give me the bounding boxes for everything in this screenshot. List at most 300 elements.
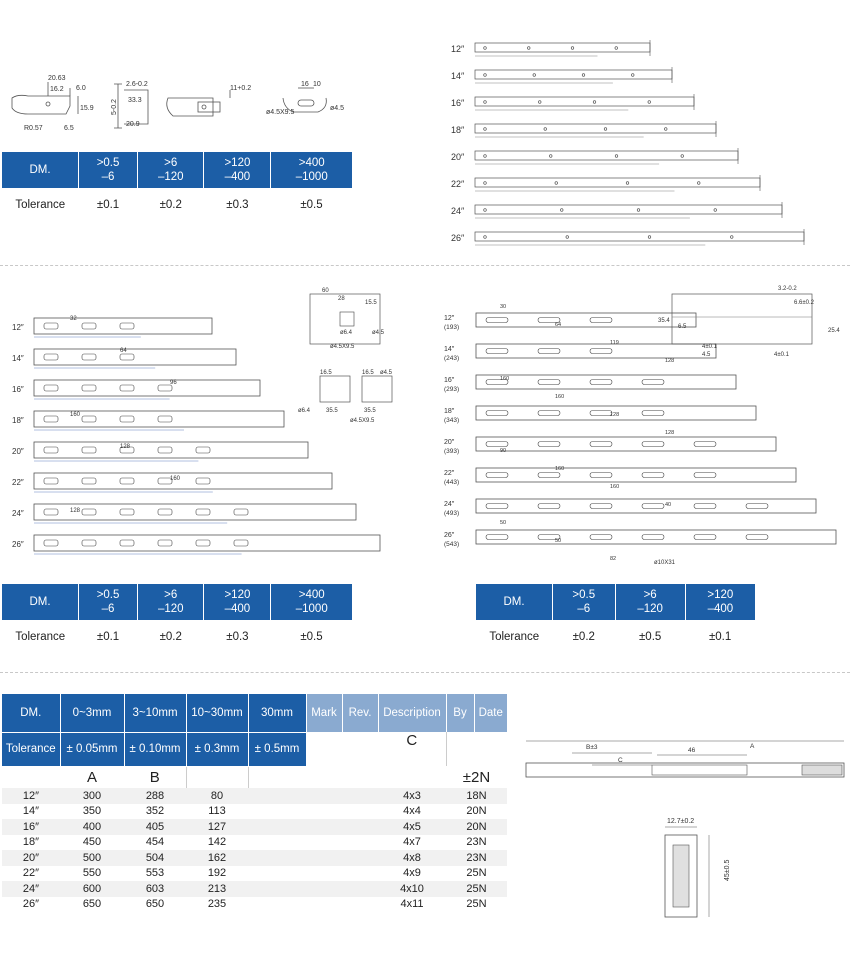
dm-header: DM.	[2, 584, 79, 620]
drawing-label: 26″	[12, 540, 24, 549]
drawing-label: 14″	[451, 71, 465, 81]
tolerance-value: ±0.1	[96, 199, 120, 211]
drawing-label: C	[618, 757, 623, 764]
column-c-header: C	[406, 732, 418, 749]
rail-slot	[590, 535, 612, 540]
drawing-label: 32	[70, 316, 77, 322]
drawing-label: 160	[555, 394, 565, 400]
blank-cell	[342, 766, 378, 788]
c-cell: 4x10	[378, 881, 446, 897]
blank-cell	[342, 788, 378, 804]
drawing-label: 128	[665, 430, 675, 436]
mount-hole	[566, 236, 569, 239]
rail-slot	[590, 473, 612, 478]
load-cell: 25N	[446, 897, 507, 913]
bracket-detail	[320, 376, 350, 402]
rail-slot	[538, 349, 560, 354]
c-length-cell: 80	[186, 788, 248, 804]
range-header: >6 –120	[615, 584, 685, 620]
tolerance-label: Tolerance	[2, 732, 60, 766]
rail-slot	[642, 473, 664, 478]
rail-profile-detail	[672, 294, 812, 344]
rail-body	[475, 205, 782, 214]
blank-cell	[342, 804, 378, 820]
blank-cell	[306, 850, 342, 866]
drawing-label: 128	[610, 412, 620, 418]
size-label: 16″	[444, 377, 455, 384]
blank-cell	[342, 732, 378, 766]
dim-6-5: 6.5	[64, 125, 74, 132]
range-header: 3~10mm	[124, 694, 186, 732]
slide-inner	[652, 765, 747, 775]
column-a-header: A	[86, 768, 97, 786]
mount-hole	[637, 209, 640, 212]
range-header: 30mm	[248, 694, 306, 732]
size-cell: 14″	[2, 804, 60, 820]
drawing-label: 4±0.1	[774, 352, 789, 358]
load-cell: 23N	[446, 850, 507, 866]
drawing-label: 24″	[12, 509, 24, 518]
tolerance-value: ± 0.5mm	[248, 732, 306, 766]
rail-body	[476, 468, 796, 482]
size-label: 18″	[444, 408, 455, 415]
drawing-label: 160	[170, 476, 181, 482]
dm-header: DM.	[2, 694, 60, 732]
mount-hole	[484, 236, 487, 239]
rail-slot	[590, 318, 612, 323]
range-header: 0~3mm	[60, 694, 124, 732]
rail-slot	[642, 411, 664, 416]
rail-slot	[694, 442, 716, 447]
c-cell: 4x3	[378, 788, 446, 804]
table-row	[2, 804, 507, 820]
blank-cell	[306, 897, 342, 913]
mount-hole	[664, 128, 667, 131]
tolerance-table-1	[2, 152, 352, 222]
drawing-label: 96	[170, 380, 177, 386]
b-cell: 405	[124, 819, 186, 835]
mount-hole	[538, 101, 541, 104]
rail-slot	[158, 540, 172, 546]
rail-slot	[120, 323, 134, 329]
rail-body	[476, 530, 836, 544]
range-header: >400 –1000	[271, 584, 352, 620]
blank-cell	[342, 897, 378, 913]
rail-slot	[538, 504, 560, 509]
drawing-label: 26″	[451, 233, 465, 243]
tolerance-label: Tolerance	[15, 631, 66, 643]
size-label-mm: (193)	[444, 324, 460, 331]
mark-header: Mark	[306, 694, 342, 732]
drawing-label: 35.4	[658, 318, 670, 324]
by-header: By	[446, 694, 474, 732]
tolerance-value: ± 0.3mm	[186, 732, 248, 766]
dim-slot: ø4.5X9.5	[266, 109, 295, 116]
blank-cell	[248, 788, 306, 804]
rail-body	[34, 318, 212, 334]
blank-cell	[248, 766, 306, 788]
c-cell: 4x9	[378, 866, 446, 882]
rail-slot	[120, 385, 134, 391]
a-cell: 500	[60, 850, 124, 866]
c-length-cell: 127	[186, 819, 248, 835]
tolerance-value: ±0.3	[226, 631, 249, 643]
range-header: >120 –400	[204, 152, 271, 188]
b-cell: 504	[124, 850, 186, 866]
drawing-label: 25.4	[828, 328, 840, 334]
range-header: >120 –400	[685, 584, 755, 620]
c-length-cell: 192	[186, 866, 248, 882]
description-header: Description	[378, 694, 446, 732]
rail-slot	[82, 509, 96, 515]
rail-length-drawing-3	[440, 282, 840, 572]
drawing-label: 160	[70, 412, 81, 418]
end-profile-inner	[673, 845, 689, 907]
drawing-label: B±3	[586, 744, 598, 751]
rail-slot	[486, 442, 508, 447]
size-cell: 12″	[2, 788, 60, 804]
size-label: 12″	[444, 315, 455, 322]
size-label-mm: (343)	[444, 417, 460, 424]
rail-slot	[82, 416, 96, 422]
blank-cell	[306, 835, 342, 851]
dim-33-3: 33.3	[128, 97, 142, 104]
a-cell: 400	[60, 819, 124, 835]
table-row	[2, 866, 507, 882]
drawing-label: 22″	[451, 179, 465, 189]
mount-hole	[582, 74, 585, 77]
rail-slot	[196, 478, 210, 484]
dm-header: DM.	[2, 152, 79, 188]
mount-hole	[527, 47, 530, 50]
mount-hole	[544, 128, 547, 131]
blank-cell	[342, 850, 378, 866]
rail-slot	[120, 354, 134, 360]
rail-slot	[590, 380, 612, 385]
drawing-label: 16.5	[362, 370, 374, 376]
b-cell: 553	[124, 866, 186, 882]
rail-slot	[642, 442, 664, 447]
rail-slot	[486, 473, 508, 478]
b-cell: 288	[124, 788, 186, 804]
rail-body	[34, 349, 236, 365]
blank-cell	[306, 804, 342, 820]
tolerance-value: ±0.1	[708, 631, 732, 643]
rail-slot	[590, 442, 612, 447]
rail-slot	[82, 478, 96, 484]
rail-slot	[82, 385, 96, 391]
rail-slot	[44, 540, 58, 546]
drawing-label: 12″	[451, 44, 465, 54]
dm-header: DM.	[476, 584, 553, 620]
rail-slot	[642, 504, 664, 509]
table-row	[2, 835, 507, 851]
a-cell: 600	[60, 881, 124, 897]
drawing-label: 160	[555, 466, 565, 472]
rail-slot	[44, 323, 58, 329]
drawing-label: 30	[500, 304, 507, 310]
rail-slot	[486, 504, 508, 509]
drawing-label: 119	[610, 340, 619, 346]
blank-cell	[342, 819, 378, 835]
rail-slot	[590, 504, 612, 509]
rail-slot	[44, 385, 58, 391]
drawing-label: 12.7±0.2	[667, 818, 695, 825]
rev-header: Rev.	[342, 694, 378, 732]
drawing-label: 20″	[451, 152, 465, 162]
rail-body	[475, 70, 672, 79]
blank-cell	[2, 766, 60, 788]
rail-slot	[538, 380, 560, 385]
mount-hole	[593, 101, 596, 104]
mount-hole	[697, 182, 700, 185]
size-label: 14″	[444, 346, 455, 353]
rail-body	[475, 43, 650, 52]
a-cell: 650	[60, 897, 124, 913]
rail-body	[34, 380, 260, 396]
rail-body	[476, 375, 736, 389]
blank-cell	[342, 866, 378, 882]
mount-hole	[571, 47, 574, 50]
mount-hole	[484, 101, 487, 104]
table-row	[2, 897, 507, 913]
tolerance-value: ± 0.05mm	[60, 732, 124, 766]
rail-slot	[746, 535, 768, 540]
size-label: 24″	[444, 501, 455, 508]
c-length-cell: 162	[186, 850, 248, 866]
mount-hole	[484, 209, 487, 212]
rail-slot	[746, 504, 768, 509]
rail-slot	[82, 323, 96, 329]
rail-body	[476, 499, 816, 513]
size-label-mm: (393)	[444, 448, 460, 455]
blank-cell	[248, 835, 306, 851]
rail-body	[475, 124, 716, 133]
size-cell: 20″	[2, 850, 60, 866]
drawing-label: 128	[665, 358, 675, 364]
spec-table	[2, 694, 507, 912]
size-label-mm: (443)	[444, 479, 460, 486]
size-cell: 24″	[2, 881, 60, 897]
range-header: >120 –400	[204, 584, 271, 620]
rail-slot	[694, 535, 716, 540]
drawing-label: 60	[322, 288, 329, 294]
rail-slot	[158, 447, 172, 453]
drawing-label: 45±0.5	[724, 859, 731, 881]
mount-hole	[484, 47, 487, 50]
load-cell: 20N	[446, 804, 507, 820]
dim-2-6: 2.6-0.2	[126, 81, 148, 88]
size-label-mm: (543)	[444, 541, 460, 548]
tolerance-value: ±0.3	[226, 199, 249, 211]
size-label-mm: (493)	[444, 510, 460, 517]
drawing-label: 6.5	[678, 324, 687, 330]
rail-body	[475, 232, 804, 241]
mount-hole	[549, 155, 552, 158]
a-cell: 450	[60, 835, 124, 851]
c-length-cell: 113	[186, 804, 248, 820]
blank-cell	[306, 881, 342, 897]
dim-11-0-2: 11+0.2	[230, 85, 252, 92]
mount-hole	[615, 155, 618, 158]
rail-slot	[82, 354, 96, 360]
drawing-label: ø10X31	[654, 560, 676, 566]
table-row	[2, 881, 507, 897]
tolerance-value: ±0.2	[572, 631, 595, 643]
blank-cell	[248, 819, 306, 835]
a-cell: 300	[60, 788, 124, 804]
b-cell: 650	[124, 897, 186, 913]
drawing-label: 64	[120, 348, 127, 354]
blank-cell	[186, 766, 248, 788]
load-cell: 23N	[446, 835, 507, 851]
drawing-label: 50	[555, 538, 562, 544]
dim-20-63: 20.63	[48, 75, 66, 82]
c-cell: 4x4	[378, 804, 446, 820]
drawing-label: 128	[70, 508, 81, 514]
drawing-label: 3.2-0.2	[778, 286, 797, 292]
rail-slot	[196, 509, 210, 515]
drawing-label: 16″	[451, 98, 465, 108]
rail-slot	[590, 411, 612, 416]
b-cell: 352	[124, 804, 186, 820]
rail-slot	[538, 411, 560, 416]
drawing-label: 128	[120, 444, 131, 450]
section-divider	[0, 265, 850, 266]
tolerance-value: ±0.5	[300, 631, 323, 643]
load-cell: 18N	[446, 788, 507, 804]
blank-cell	[446, 732, 474, 766]
rail-body	[34, 442, 308, 458]
tolerance-label: Tolerance	[15, 199, 66, 211]
drawing-label: ø4.5X9.5	[330, 344, 355, 350]
blank-cell	[306, 766, 342, 788]
tolerance-label: Tolerance	[489, 631, 540, 643]
rail-body	[34, 535, 380, 551]
drawing-label: 28	[338, 296, 345, 302]
table-row	[2, 819, 507, 835]
b-cell: 454	[124, 835, 186, 851]
drawing-label: 15.5	[365, 300, 377, 306]
range-header: >0.5 –6	[553, 584, 616, 620]
load-header: ±2N	[462, 768, 491, 786]
blank-cell	[342, 835, 378, 851]
range-header: >0.5 –6	[79, 152, 138, 188]
rail-slot	[196, 540, 210, 546]
drawing-label: 16.5	[320, 370, 332, 376]
blank-cell	[306, 788, 342, 804]
size-label: 26″	[444, 532, 455, 539]
drawing-label: 35.5	[364, 408, 376, 414]
column-b-header: B	[149, 768, 160, 786]
drawing-label: ø6.4	[298, 408, 311, 414]
tolerance-value: ± 0.10mm	[124, 732, 186, 766]
blank-cell	[342, 881, 378, 897]
range-header: >6 –120	[138, 152, 204, 188]
c-length-cell: 142	[186, 835, 248, 851]
rail-slot	[158, 509, 172, 515]
rail-slot	[234, 540, 248, 546]
rail-slot	[538, 442, 560, 447]
date-header: Date	[474, 694, 507, 732]
size-cell: 16″	[2, 819, 60, 835]
drawing-label: 4.5	[702, 352, 711, 358]
rail-slot	[44, 478, 58, 484]
rail-slot	[82, 540, 96, 546]
drawing-label: 160	[610, 484, 620, 490]
blank-cell	[248, 881, 306, 897]
tolerance-value: ±0.5	[300, 199, 323, 211]
mount-hole	[484, 74, 487, 77]
rail-length-drawing-1	[445, 28, 825, 243]
rail-slot	[44, 354, 58, 360]
dim-6-0: 6.0	[76, 85, 86, 92]
mount-hole	[484, 128, 487, 131]
size-cell: 18″	[2, 835, 60, 851]
drawing-label: 160	[500, 376, 510, 382]
drawing-label: ø4.5X9.5	[350, 418, 375, 424]
rail-slot	[486, 349, 508, 354]
rail-slot	[82, 447, 96, 453]
drawing-label: 40	[665, 502, 672, 508]
blank-cell	[474, 732, 507, 766]
drawing-label: 12″	[12, 323, 24, 332]
rail-body	[476, 437, 776, 451]
drawing-label: 82	[610, 556, 617, 562]
table-row	[2, 850, 507, 866]
rail-slot	[486, 411, 508, 416]
drawing-label: 90	[500, 448, 507, 454]
blank-cell	[248, 850, 306, 866]
range-header: >0.5 –6	[79, 584, 138, 620]
rail-slot	[120, 509, 134, 515]
range-header: >400 –1000	[271, 152, 352, 188]
rail-slot	[642, 380, 664, 385]
rail-slot	[120, 478, 134, 484]
drawing-label: 46	[688, 747, 696, 754]
rail-body	[34, 473, 332, 489]
rail-slot	[538, 473, 560, 478]
size-label: 20″	[444, 439, 455, 446]
rail-slot	[44, 447, 58, 453]
blank-cell	[306, 732, 342, 766]
tolerance-value: ±0.2	[159, 631, 182, 643]
drawing-label: 50	[500, 520, 507, 526]
size-label-mm: (243)	[444, 355, 460, 362]
rail-slot	[44, 509, 58, 515]
c-length-cell: 235	[186, 897, 248, 913]
mount-hole	[560, 209, 563, 212]
mount-hole	[648, 236, 651, 239]
load-cell: 25N	[446, 881, 507, 897]
mount-hole	[484, 155, 487, 158]
tolerance-value: ±0.1	[96, 631, 120, 643]
rail-body	[475, 151, 738, 160]
mount-hole	[626, 182, 629, 185]
rail-slot	[120, 540, 134, 546]
rail-slot	[196, 447, 210, 453]
drawing-label: 64	[555, 322, 562, 328]
size-label: 22″	[444, 470, 455, 477]
mount-hole	[533, 74, 536, 77]
range-header: 10~30mm	[186, 694, 248, 732]
dim-15-9: 15.9	[80, 105, 94, 112]
mount-hole	[604, 128, 607, 131]
dim-20-9: 20.9	[126, 121, 140, 128]
blank-cell	[306, 866, 342, 882]
rail-slot	[694, 473, 716, 478]
rail-body	[475, 97, 694, 106]
